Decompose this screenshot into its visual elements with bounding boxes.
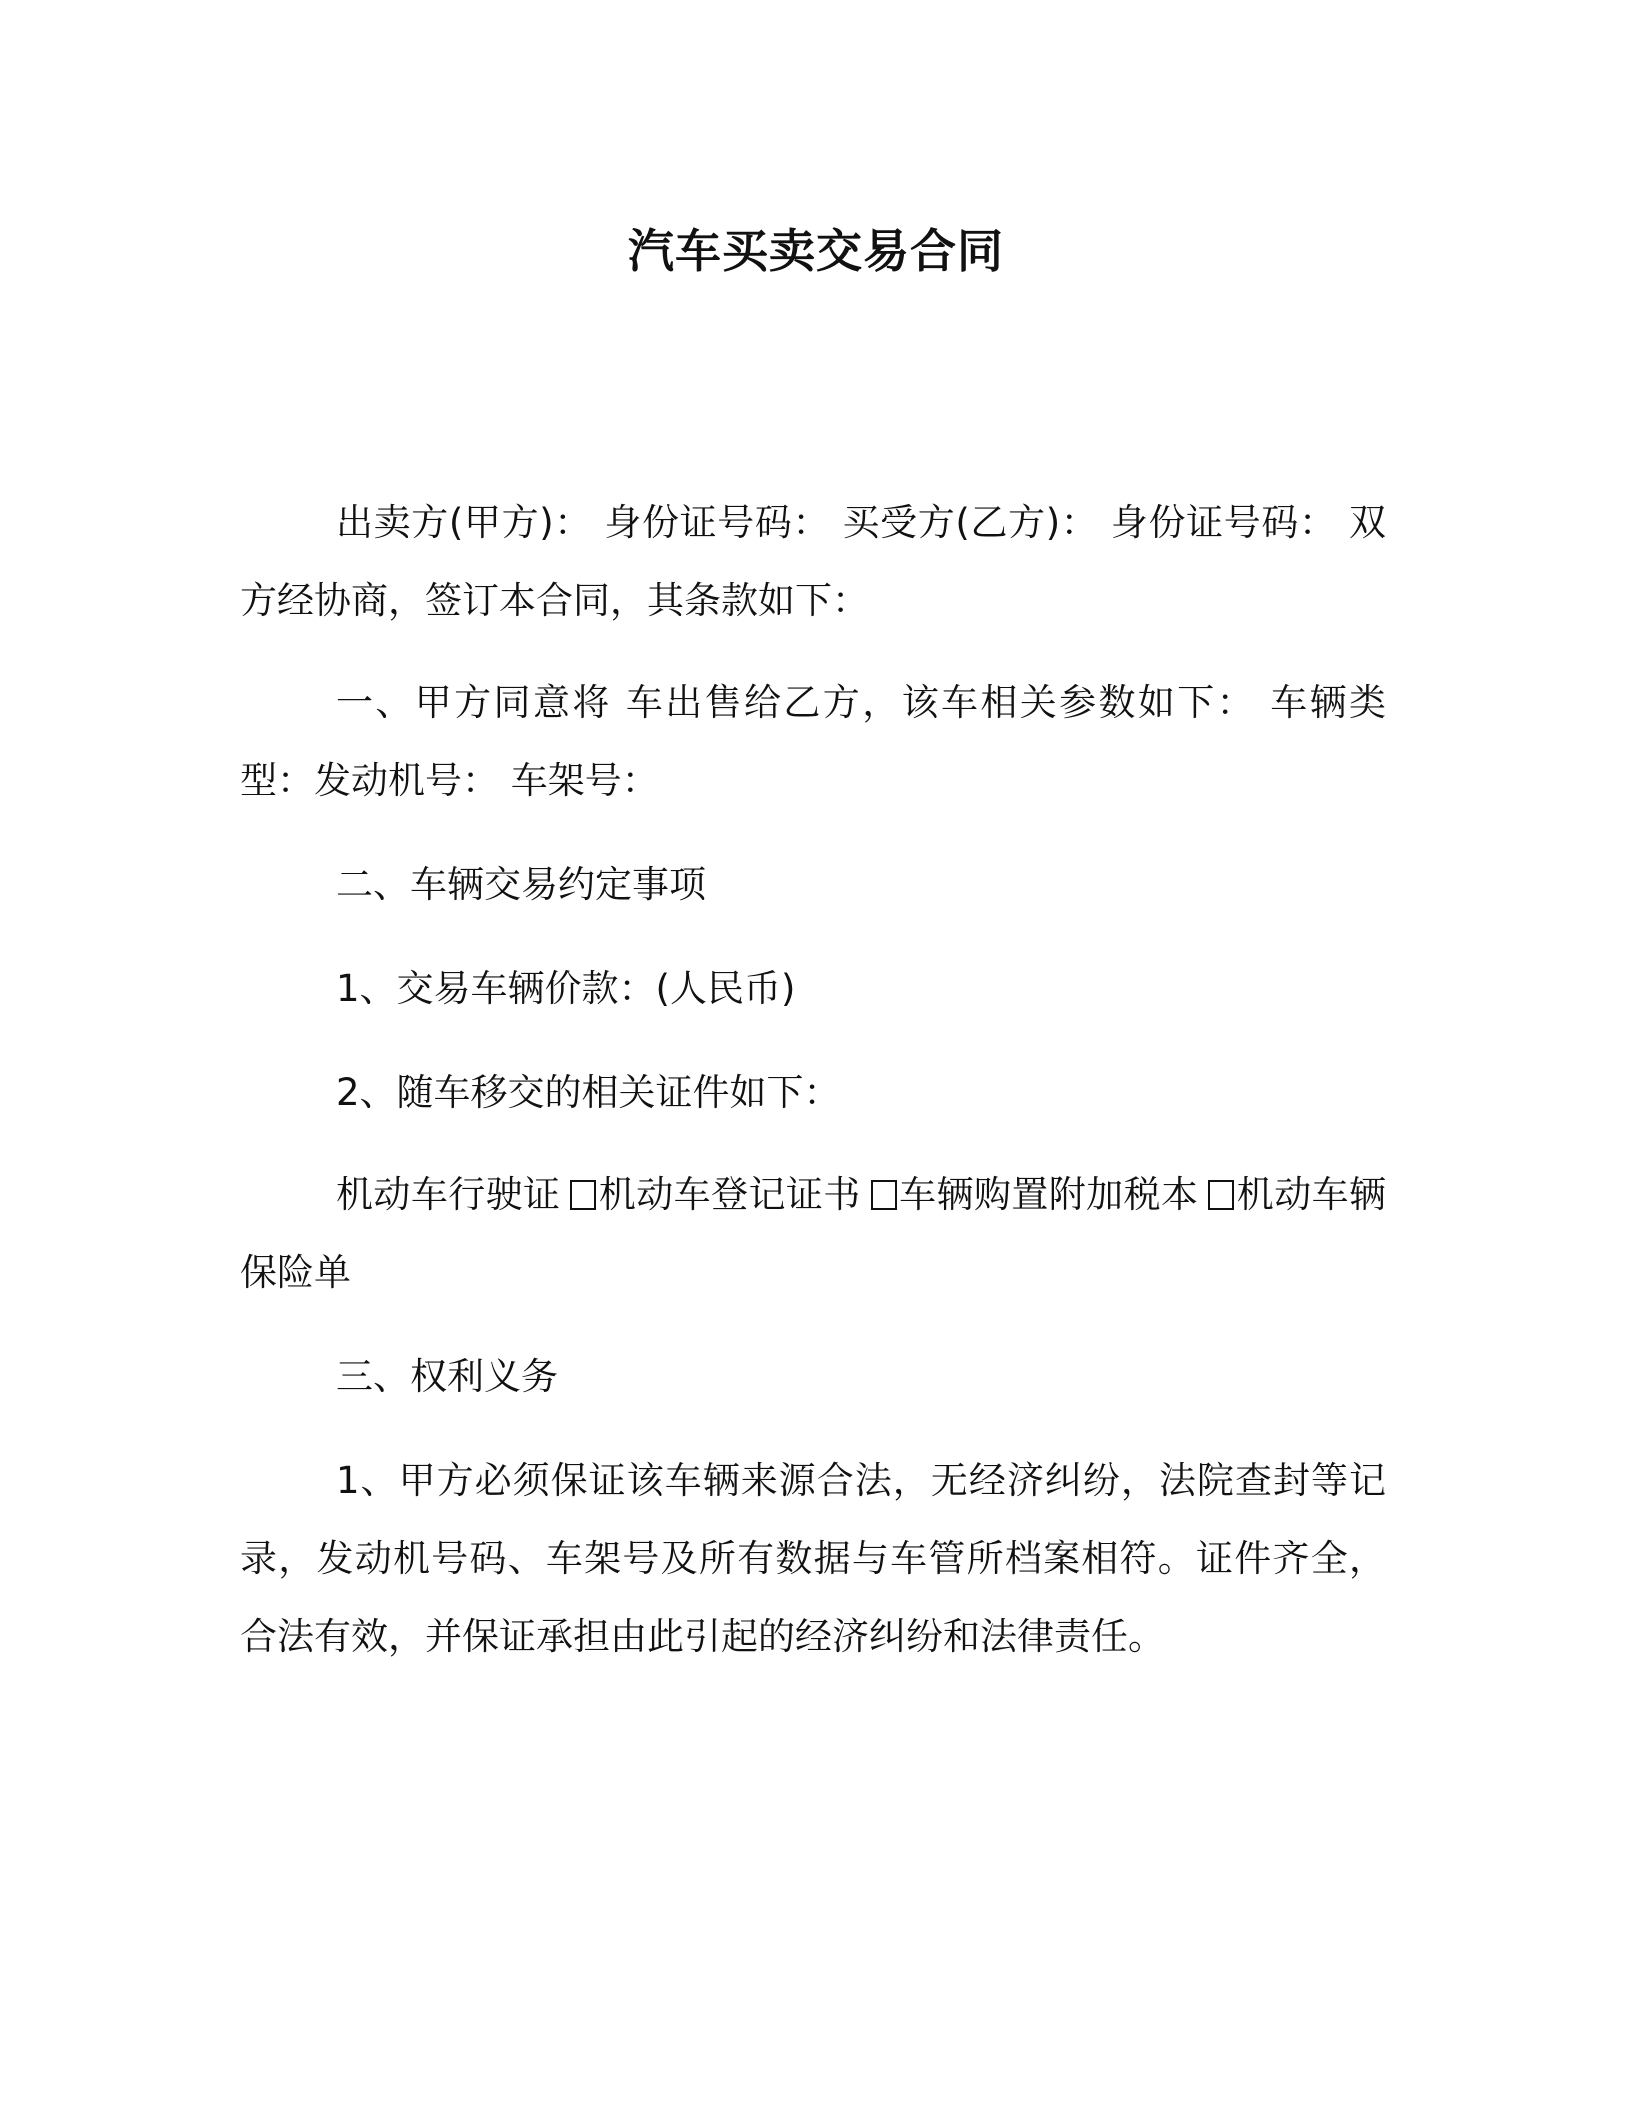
document-item-insurance-policy: 机动车辆保险单 xyxy=(240,1173,1387,1294)
document-item-registration-certificate: 机动车登记证书 xyxy=(598,1173,861,1216)
documents-heading: 2、随车移交的相关证件如下： xyxy=(336,1071,841,1114)
price-item: 1、交易车辆价款：(人民币) xyxy=(336,967,796,1010)
checkbox[interactable] xyxy=(871,1180,897,1210)
clause-2-heading: 二、车辆交易约定事项 xyxy=(336,863,706,906)
clause-1-paragraph: 一、甲方同意将 车出售给乙方，该车相关参数如下： 车辆类型：发动机号： 车架号： xyxy=(240,681,1386,802)
checkbox[interactable] xyxy=(570,1180,596,1210)
parties-paragraph: 出卖方(甲方)： 身份证号码： 买受方(乙方)： 身份证号码： 双方经协商，签订本合同，其条款如下： xyxy=(240,501,1386,622)
document-item-purchase-tax: 车辆购置附加税本 xyxy=(898,1173,1199,1216)
document-title: 汽车买卖交易合同 xyxy=(628,224,1004,278)
documents-list xyxy=(240,1156,1386,1312)
obligation-1-paragraph: 1、甲方必须保证该车辆来源合法，无经济纠纷，法院查封等记录，发动机号码、车架号及所有数据与车管所档案相符。证件齐全，合法有效，并保证承担由此引起的经济纠纷和法律责任。 xyxy=(240,1459,1386,1658)
document-item-driving-license: 机动车行驶证 xyxy=(336,1173,561,1216)
clause-3-heading: 三、权利义务 xyxy=(336,1355,558,1398)
checkbox[interactable] xyxy=(1208,1180,1234,1210)
